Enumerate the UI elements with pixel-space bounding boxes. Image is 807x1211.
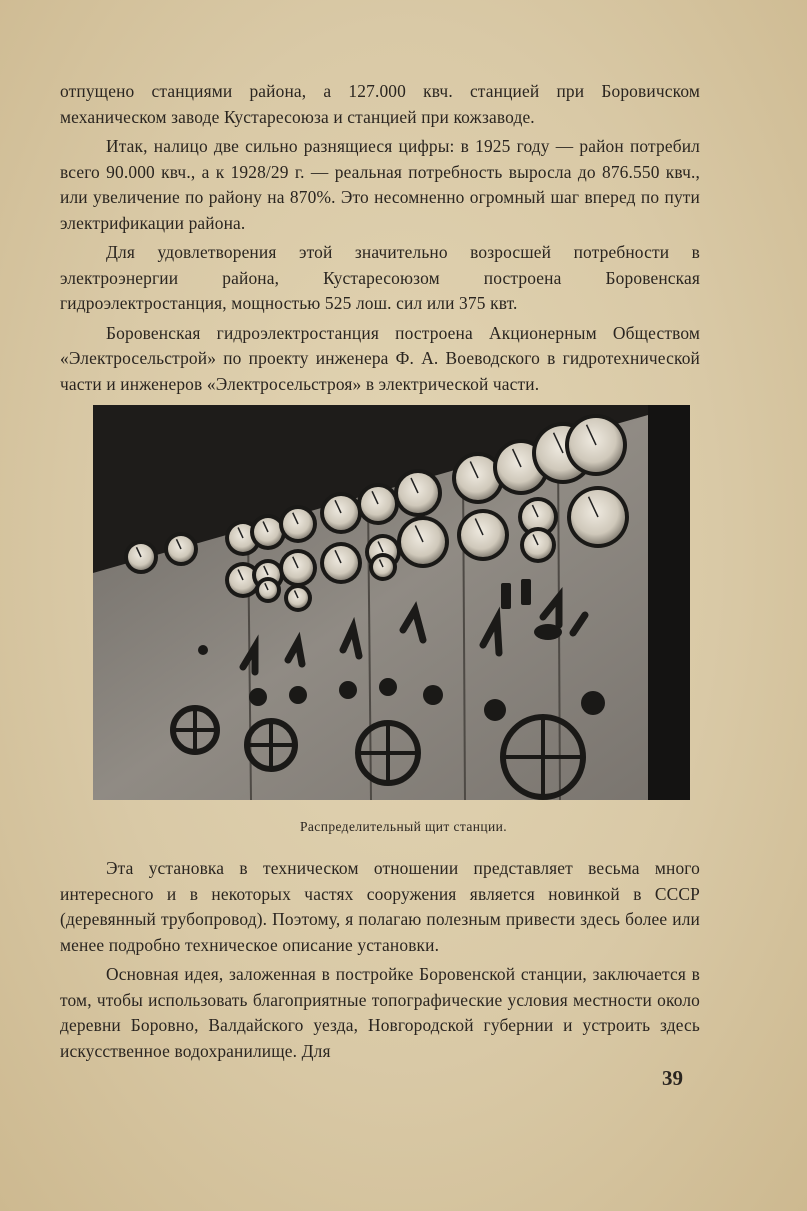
figure-caption: Распределительный щит станции. (300, 819, 507, 834)
paragraph: Основная идея, заложенная в постройке Боровенской станции, заключается в том, чтобы использовать благоприятные топографические условия местности около деревни Боровно, Валдайского уезда, Новгородской губернии и устроить здесь искусственное водохранилище. Для (60, 964, 700, 1061)
page-number: 39 (662, 1066, 683, 1090)
paragraph: отпущено станциями района, а 127.000 квч. станцией при Боровичском механическом заводе Кустаресоюза и станцией при кожзаводе. (60, 81, 700, 127)
paragraph: Для удовлетворения этой значительно возросшей потребности в электроэнергии района, Кустаресоюзом построена Боровенская гидроэлектростанция, мощностью 525 лош. сил или 375 квт. (60, 242, 700, 313)
text-top (60, 79, 700, 401)
text-bottom (60, 856, 700, 1068)
paragraph: Боровенская гидроэлектростанция построена Акционерным Обществом «Электросельстрой» по проекту инженера Ф. А. Воеводского в гидротехнической части и инженеров «Электросельстроя» в электрической части. (60, 322, 700, 394)
switchboard-illustration (93, 405, 690, 800)
paragraph: Итак, налицо две сильно разнящиеся цифры: в 1925 году — район потребил всего 90.000 квч., а к 1928/29 г. — реальная потребность выросла до 876.550 квч., или увеличение по району на 870%. Это несомненно огромный шаг вперед по пути электрификации района. (60, 136, 700, 233)
paragraph: Эта установка в техническом отношении представляет весьма много интересного и в некоторых частях сооружения является новинкой в СССР (деревянный трубопровод). Поэтому, я полагаю полезным привести здесь более или менее подробно техническое описание установки. (60, 858, 700, 955)
switchboard-photo (93, 405, 690, 800)
